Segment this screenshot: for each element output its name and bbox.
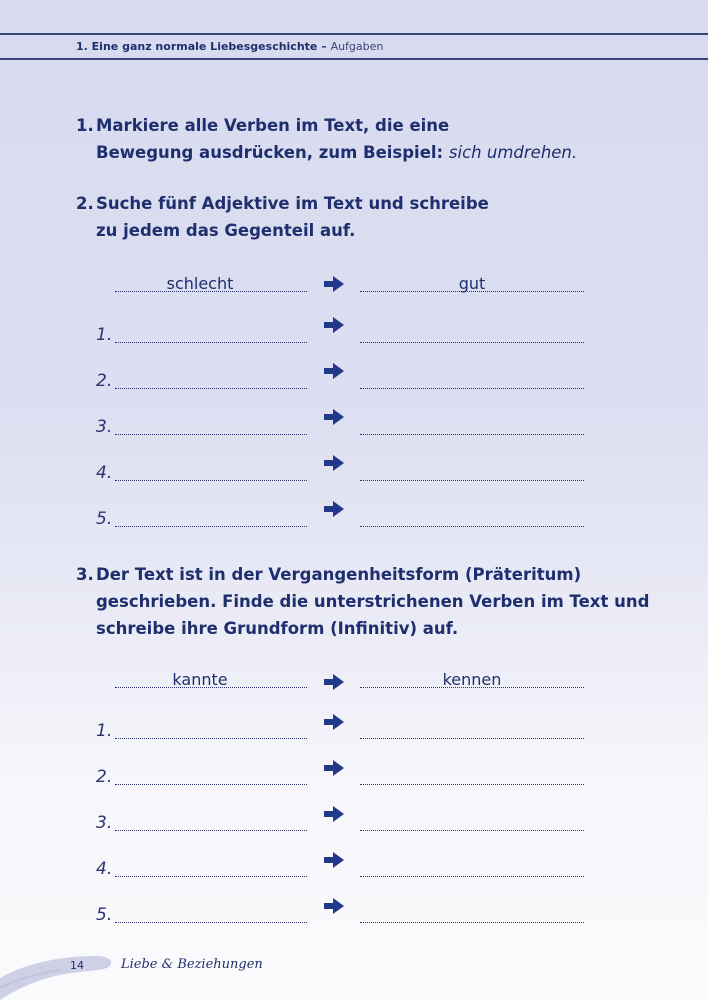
answer-row <box>94 803 594 833</box>
task-3 <box>76 561 649 642</box>
answer-line-right[interactable] <box>360 526 584 527</box>
task-number: 2. <box>76 194 94 213</box>
task-text: schreibe ihre Grundform (Infinitiv) auf. <box>96 619 459 638</box>
task-number: 3. <box>76 565 94 584</box>
answer-line-right[interactable] <box>360 784 584 785</box>
row-index: 2. <box>96 371 113 391</box>
answer-line-right[interactable] <box>360 342 584 343</box>
brush-stroke-decoration <box>0 948 115 1000</box>
arrow-right-icon <box>324 363 344 379</box>
answer-line-right[interactable] <box>360 434 584 435</box>
header-text <box>76 40 383 53</box>
running-header <box>0 33 708 60</box>
row-index: 4. <box>96 463 113 483</box>
row-index: 1. <box>96 721 113 741</box>
answer-line-right[interactable] <box>360 738 584 739</box>
answer-row <box>94 757 594 787</box>
row-index: 1. <box>96 325 113 345</box>
task-text: Der Text ist in der Vergangenheitsform (Präteritum) <box>96 565 582 584</box>
arrow-right-icon <box>324 409 344 425</box>
row-index: 5. <box>96 905 113 925</box>
task-text: Markiere alle Verben im Text, die eine <box>96 116 450 135</box>
answer-line-left[interactable] <box>115 480 307 481</box>
example-word-right: gut <box>458 274 486 293</box>
example-word-left: kannte <box>172 670 228 689</box>
answer-line-left[interactable] <box>115 342 307 343</box>
book-title: Liebe & Beziehungen <box>121 957 263 972</box>
answer-line-left[interactable] <box>115 922 307 923</box>
answer-line-left[interactable] <box>115 434 307 435</box>
answer-row <box>94 361 594 391</box>
answer-line-left[interactable] <box>115 388 307 389</box>
arrow-right-icon <box>324 714 344 730</box>
arrow-right-icon <box>324 674 344 690</box>
task-number: 1. <box>76 116 94 135</box>
row-index: 3. <box>96 813 113 833</box>
example-word-right: kennen <box>442 670 502 689</box>
answer-row <box>94 849 594 879</box>
section-label: Aufgaben <box>330 40 384 53</box>
task-text: Suche fünf Adjektive im Text und schreibe <box>96 194 489 213</box>
answer-line-right[interactable] <box>360 830 584 831</box>
example-word-left: schlecht <box>166 274 234 293</box>
example-row <box>94 660 594 690</box>
task-1 <box>76 112 577 166</box>
answer-line-right[interactable] <box>360 480 584 481</box>
task-text: Bewegung ausdrücken, zum Beispiel: <box>96 143 444 162</box>
example-row <box>94 264 594 294</box>
task-2 <box>76 190 489 244</box>
answer-line-right[interactable] <box>360 876 584 877</box>
arrow-right-icon <box>324 852 344 868</box>
answer-row <box>94 453 594 483</box>
arrow-right-icon <box>324 455 344 471</box>
row-index: 5. <box>96 509 113 529</box>
answer-row <box>94 315 594 345</box>
answer-line-left[interactable] <box>115 830 307 831</box>
row-index: 3. <box>96 417 113 437</box>
answer-line-left[interactable] <box>115 876 307 877</box>
header-separator: – <box>317 40 331 53</box>
arrow-right-icon <box>324 760 344 776</box>
task-text: geschrieben. Finde die unterstrichenen Verben im Text und <box>96 592 650 611</box>
row-index: 2. <box>96 767 113 787</box>
answer-row <box>94 499 594 529</box>
arrow-right-icon <box>324 898 344 914</box>
arrow-right-icon <box>324 501 344 517</box>
answer-line-right[interactable] <box>360 922 584 923</box>
answer-line-left[interactable] <box>115 526 307 527</box>
page-number: 14 <box>70 959 84 972</box>
answer-row <box>94 895 594 925</box>
task-example: sich umdrehen. <box>448 143 578 162</box>
answer-row <box>94 711 594 741</box>
answer-line-left[interactable] <box>115 738 307 739</box>
answer-line-right[interactable] <box>360 388 584 389</box>
task-text: zu jedem das Gegenteil auf. <box>96 221 356 240</box>
answer-line-left[interactable] <box>115 784 307 785</box>
arrow-right-icon <box>324 806 344 822</box>
answer-row <box>94 407 594 437</box>
row-index: 4. <box>96 859 113 879</box>
chapter-title: 1. Eine ganz normale Liebesgeschichte <box>76 40 318 53</box>
arrow-right-icon <box>324 317 344 333</box>
arrow-right-icon <box>324 276 344 292</box>
